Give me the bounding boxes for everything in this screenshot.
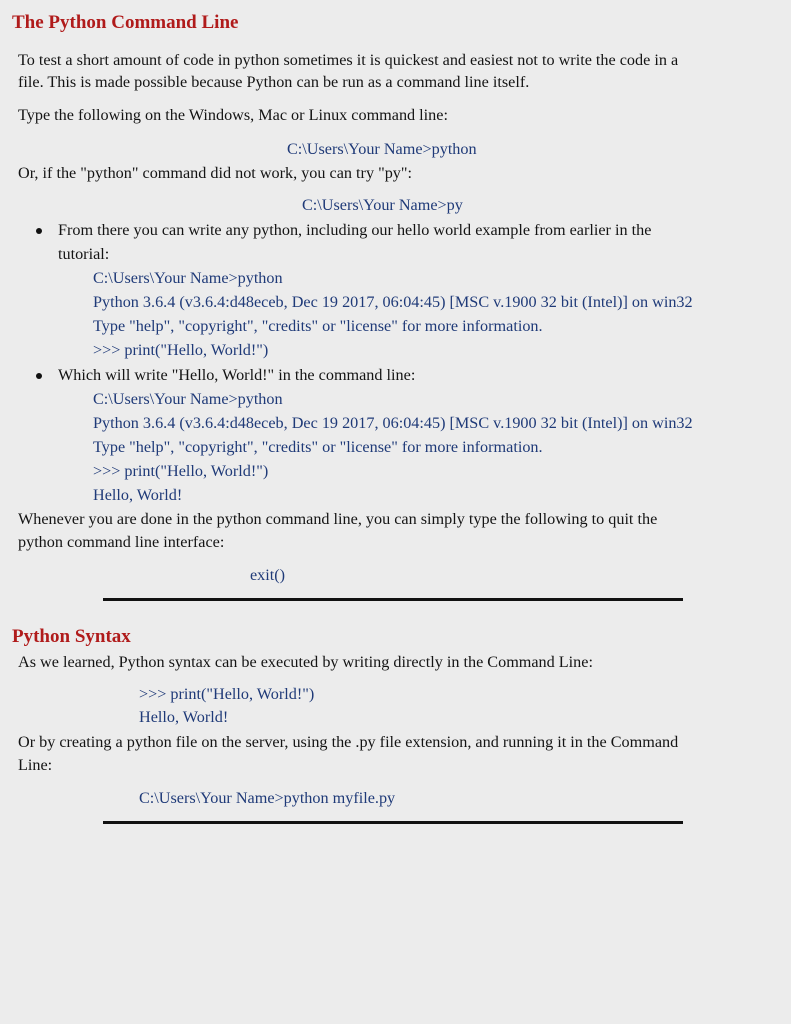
code-line: >>> print("Hello, World!")	[93, 341, 269, 359]
quit-text-line: Whenever you are done in the python command line, you can simply type the following to quit the	[18, 510, 658, 528]
file-text-line: Or by creating a python file on the server, using the .py file extension, and running it in the Command	[18, 733, 679, 751]
exit-command: exit()	[250, 566, 286, 584]
bullet-text-line: tutorial:	[58, 245, 110, 263]
intro-text-line: To test a short amount of code in python sometimes it is quickest and easiest not to write the code in a	[18, 51, 679, 69]
alternative-text: Or, if the "python" command did not work, you can try "py":	[18, 164, 412, 182]
file-text-line: Line:	[18, 756, 53, 774]
intro-text-line: file. This is made possible because Python can be run as a command line itself.	[18, 73, 530, 91]
command-example: C:\Users\Your Name>python myfile.py	[139, 789, 396, 807]
quit-text-line: python command line interface:	[18, 533, 225, 551]
code-line: Type "help", "copyright", "credits" or "license" for more information.	[93, 438, 543, 456]
bullet-point	[36, 373, 42, 379]
bullet-text-line: From there you can write any python, including our hello world example from earlier in the	[58, 221, 652, 239]
code-line: Python 3.6.4 (v3.6.4:d48eceb, Dec 19 2017, 06:04:45) [MSC v.1900 32 bit (Intel)] on win32	[93, 414, 693, 432]
intro-text: As we learned, Python syntax can be executed by writing directly in the Command Line:	[18, 653, 593, 671]
section-divider	[103, 598, 683, 601]
code-line: >>> print("Hello, World!")	[93, 462, 269, 480]
bullet-text-line: Which will write "Hello, World!" in the command line:	[58, 366, 416, 384]
code-line: Type "help", "copyright", "credits" or "license" for more information.	[93, 317, 543, 335]
instruction-text: Type the following on the Windows, Mac or Linux command line:	[18, 106, 448, 124]
code-line: C:\Users\Your Name>python	[93, 390, 283, 408]
command-example: C:\Users\Your Name>python	[287, 140, 477, 158]
bullet-point	[36, 228, 42, 234]
code-line: C:\Users\Your Name>python	[93, 269, 283, 287]
code-line: >>> print("Hello, World!")	[139, 685, 315, 703]
code-line: Hello, World!	[139, 708, 229, 726]
command-example: C:\Users\Your Name>py	[302, 196, 463, 214]
section-divider	[103, 821, 683, 824]
code-line: Python 3.6.4 (v3.6.4:d48eceb, Dec 19 2017, 06:04:45) [MSC v.1900 32 bit (Intel)] on win32	[93, 293, 693, 311]
section-title: Python Syntax	[12, 626, 131, 647]
section-title: The Python Command Line	[12, 12, 239, 33]
code-line: Hello, World!	[93, 486, 183, 504]
